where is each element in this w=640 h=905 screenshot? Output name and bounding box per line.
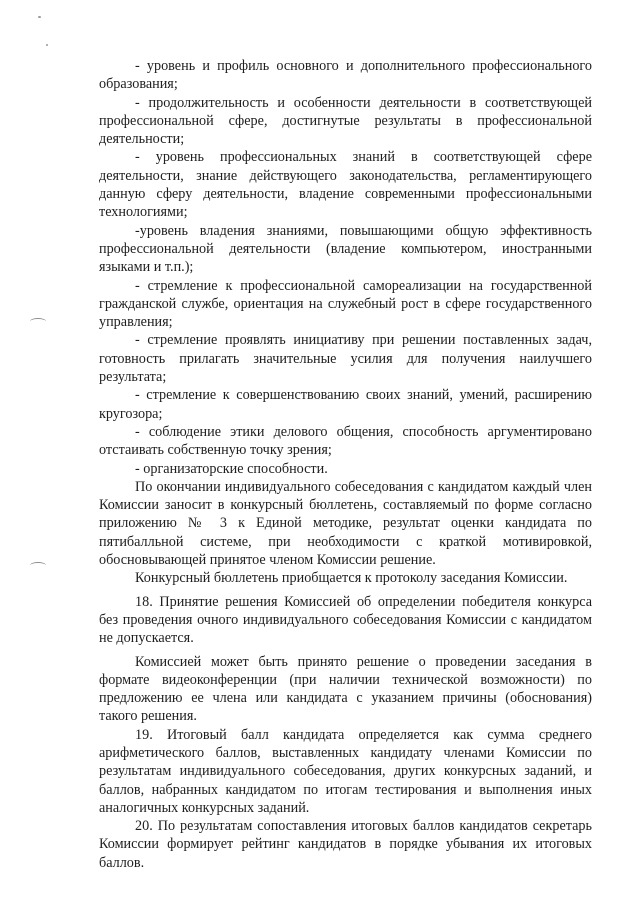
paragraph: Комиссией может быть принято решение о проведении заседания в формате видеоконференции (при наличии технической возможности) по предложению ее члена или кандидата с указанием причины (обоснования) такого решения. [99,653,592,725]
document-page [99,57,592,872]
paragraph: - стремление к профессиональной самореализации на государственной гражданской службе, ориентация на служебный рост в сфере государственного управления; [99,277,592,331]
scan-speck [46,44,48,46]
paragraph: - уровень и профиль основного и дополнительного профессионального образования; [99,58,592,93]
paragraph: По окончании индивидуального собеседования с кандидатом каждый член Комиссии заносит в конкурсный бюллетень, составляемый по форме согласно приложению № 3 к Единой методике, результат оценки кандидата по пятибалльной системе, при необходимости с краткой мотивировкой, обосновывающей принятое членом Комиссии решение. [99,478,592,569]
paragraph: - соблюдение этики делового общения, способность аргументировано отстаивать собственную точку зрения; [99,423,592,459]
paragraph: 20. По результатам сопоставления итоговых баллов кандидатов секретарь Комиссии формирует рейтинг кандидатов в порядке убывания их итоговых баллов. [99,818,592,871]
hole-punch-mark [30,562,46,569]
paragraph: 19. Итоговый балл кандидата определяется как сумма среднего арифметического баллов, выставленных кандидату членами Комиссии по результатам индивидуального собеседования, других конкурсных заданий, и баллов, набранных кандидатом по итогам тестирования и выполнения иных аналогичных конкурсных заданий. [99,726,592,816]
paragraph: 18. Принятие решения Комиссией об определении победителя конкурса без проведения очного индивидуального собеседования Комиссии с кандидатом не допускается. [99,593,592,647]
paragraph: Конкурсный бюллетень приобщается к протоколу заседания Комиссии. [135,570,568,587]
paragraph: - продолжительность и особенности деятельности в соответствующей профессиональной сфере, достигнутые результаты в профессиональной деятельности; [99,94,592,148]
scan-speck [38,16,41,18]
paragraph: - стремление проявлять инициативу при решении поставленных задач, готовность прилагать значительные усилия для получения наилучшего результата; [99,332,592,386]
paragraph: - организаторские способности. [135,460,328,477]
paragraph: -уровень владения знаниями, повышающими общую эффективность профессиональной деятельности (владение компьютером, иностранными языками и т.п.); [99,222,592,276]
paragraph: - стремление к совершенствованию своих знаний, умений, расширению кругозора; [99,387,592,422]
hole-punch-mark [30,318,46,325]
paragraph: - уровень профессиональных знаний в соответствующей сфере деятельности, знание действующего законодательства, регламентирующего данную сферу деятельности, владение современными профессиональными технологиями; [99,149,592,221]
